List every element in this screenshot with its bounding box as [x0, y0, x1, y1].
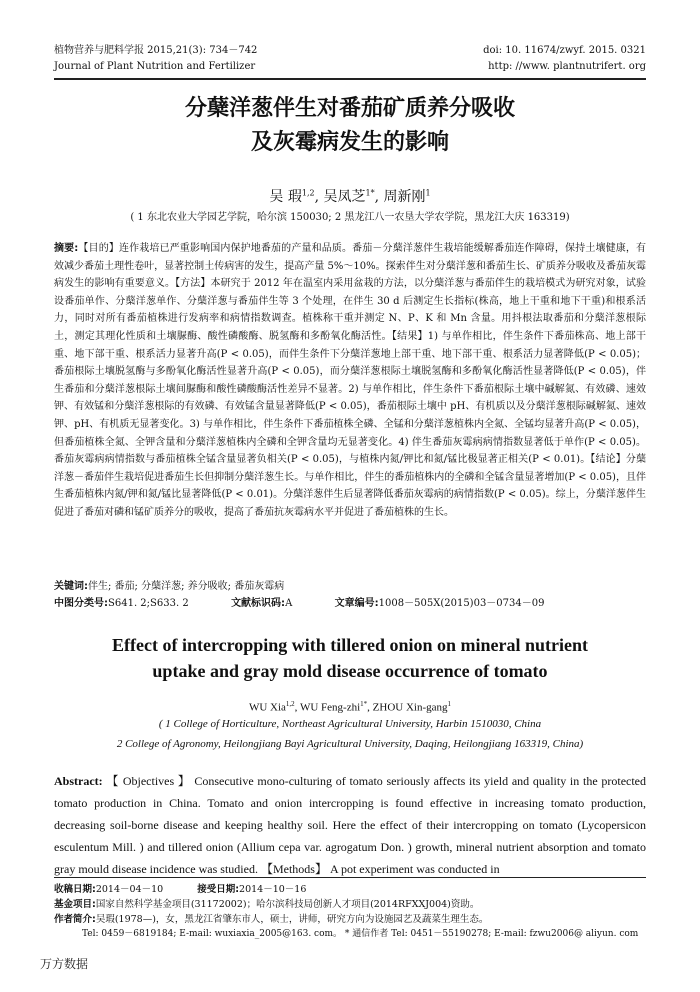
- title-cn-line1: 分蘖洋葱伴生对番茄矿质养分吸收: [184, 96, 515, 121]
- footnote-fund: 基金项目:国家自然科学基金项目(31172002)；哈尔滨科技局创新人才项目(2014RFXXJ004)资助。: [54, 899, 480, 910]
- title-cn-line2: 及灰霉病发生的影响: [250, 130, 449, 155]
- keywords-cn: 关键词:伴生; 番茄; 分蘖洋葱; 养分吸收; 番茄灰霉病: [54, 581, 285, 592]
- title-en: [0, 632, 700, 684]
- authors-en: WU Xia$^{1,2}$, WU Feng-zhi$^{1*}$, ZHOU Xin-gang$^1$: [248, 700, 452, 714]
- abstract-cn: [54, 240, 646, 522]
- footnote-author: 作者简介:吴瑕(1978—)，女，黑龙江省肇东市人，硕士，讲师，研究方向为设施园艺及蔬菜生理生态。: [54, 914, 489, 925]
- footnote-contact: Tel: 0459－6819184; E-mail: wuxiaxia_2005@163. com。 * 通信作者 Tel: 0451－55190278; E-mail: fzwu2006@ aliyun. com: [82, 929, 639, 939]
- affiliation-en-2: 2 College of Agronomy, Heilongjiang Bayi Agricultural University, Daqing, Heilongjiang 163319, China): [116, 738, 584, 750]
- journal-url[interactable]: http: //www. plantnutrifert. org: [488, 61, 646, 72]
- abstract-en-text: 【 Objectives 】 Consecutive mono-culturing of tomato seriously affects its yield and quality in the protected tomato production in China. Tomato and onion intercropping is found effective in increasing tomato production, decreasing soil-borne disease and keeping healthy soil. Here the effect of their intercropping on tomato (Lycopersicon esculentum Mill. ) and tillered onion (Allium cepa var. agrogatum Don. ) growth, mineral nutrient absorption and tomato gray mould disease incidence was studied. 【Methods】 A pot experiment was conducted in: [54, 774, 647, 876]
- affiliation-en-1: ( 1 College of Horticulture, Northeast Agricultural University, Harbin 1510030, China: [158, 718, 542, 730]
- authors-cn: 吴 瑕$^{1,2}$, 吴凤芝$^{1*}$, 周新刚$^1$: [269, 188, 431, 205]
- footnote-rule: [54, 877, 646, 878]
- watermark: 万方数据: [40, 957, 89, 971]
- title-en-line1: Effect of intercropping with tillered onion on mineral nutrient: [112, 635, 588, 655]
- doi: doi: 10. 11674/zwyf. 2015. 0321: [483, 45, 646, 56]
- abstract-en: [54, 770, 646, 880]
- abstract-en-label: Abstract:: [54, 774, 103, 788]
- title-en-line2: uptake and gray mold disease occurrence of tomato: [152, 661, 548, 681]
- abstract-cn-text: 【目的】连作栽培已严重影响国内保护地番茄的产量和品质。番茄－分蘖洋葱伴生栽培能缓解番茄连作障碍，保持土壤健康，有效减少番茄土理性卷叶，显著控制土传病害的发生，提高产量 5%～10%。探索伴生对分蘖洋葱和番茄生长、矿质养分吸收及番茄灰霉病发生的影响有重要意义。【方法】本研究于 2012 年在温室内采用盆栽的方法，以分蘖洋葱与番茄伴生的栽培模式为研究对象，试验设番茄单作、分蘖洋葱单作、分蘖洋葱与番茄伴生等 3 个处理，在伴生 30 d 后测定生长指标(株高，地上干重和地下干重)和根系活力，同时对所有番茄植株进行发病率和病情指数调查。植株称干重并测定 N、P、K 和 Mn 含量。用抖根法取番茄和分蘖洋葱根际土，测定其理化性质和土壤脲酶、酸性磷酸酶、脱氢酶和多酚氧化酶活性。【结果】1) 与单作相比，伴生条件下番茄株高、地上部干重、地下部干重、根系活力显著升高(P < 0.05)，而伴生条件下分蘖洋葱地上部干重、地下部干重、根系活力显著降低(P < 0.05)；番茄根际土壤脱氢酶与多酚氧化酶活性显著升高(P < 0.05)，而分蘖洋葱根际土壤脱氢酶和多酚氧化酶活性显著降低(P < 0.05)，伴生番茄和分蘖洋葱根际土壤间脲酶和酸性磷酸酶活性差异不显著。2) 与单作相比，伴生条件下番茄根际土壤中碱解氮、有效磷、速效钾、有效锰和分蘖洋葱根际的有效磷、有效锰含量显著降低(P < 0.05)，番茄根际土壤中 pH、有机质以及分蘖洋葱根际碱解氮、速效钾、pH、有机质无显著变化。3) 与单作相比，伴生条件下番茄植株全磷、全锰和分蘖洋葱植株内全氮、全锰均显著升高(P < 0.05)，但番茄植株全氮、全钾含量和分蘖洋葱植株内全磷和全钾含量均无显著变化。4) 伴生番茄灰霉病病情指数显著低于单作(P < 0.05)。番茄灰霉病病情指数与番茄植株全锰含量显著负相关(P < 0.05)，与植株内氮/钾比和氮/锰比极显著正相关(P < 0.01)。【结论】分蘖洋葱－番茄伴生栽培促进番茄生长但抑制分蘖洋葱生长。与单作相比，伴生的番茄植株内的全磷和全锰含量显著增加(P < 0.05)，且伴生番茄植株内氮/钾和氮/锰比显著降低(P < 0.01)。分蘖洋葱伴生后显著降低番茄灰霉病的病情指数(P < 0.05)。综上，分蘖洋葱伴生促进了番茄对磷和锰矿质养分的吸收，提高了番茄抗灰霉病水平并促进了番茄植株的生长。: [54, 243, 647, 518]
- affiliation-cn: ( 1 东北农业大学园艺学院，哈尔滨 150030; 2 黑龙江八一农垦大学农学院，黑龙江大庆 163319): [130, 212, 570, 223]
- header-rule: [54, 78, 646, 80]
- journal-name-en: Journal of Plant Nutrition and Fertilizer: [54, 61, 256, 72]
- footnote-dates: 收稿日期:2014－04－10 接受日期:2014－10－16: [54, 884, 307, 895]
- classification-line: 中图分类号:S641. 2;S633. 2 文献标识码:A 文章编号:1008－505X(2015)03－0734－09: [54, 598, 545, 609]
- journal-name-cn: 植物营养与肥料学报 2015,21(3): 734－742: [54, 45, 258, 56]
- abstract-cn-label: 摘要:: [54, 243, 79, 254]
